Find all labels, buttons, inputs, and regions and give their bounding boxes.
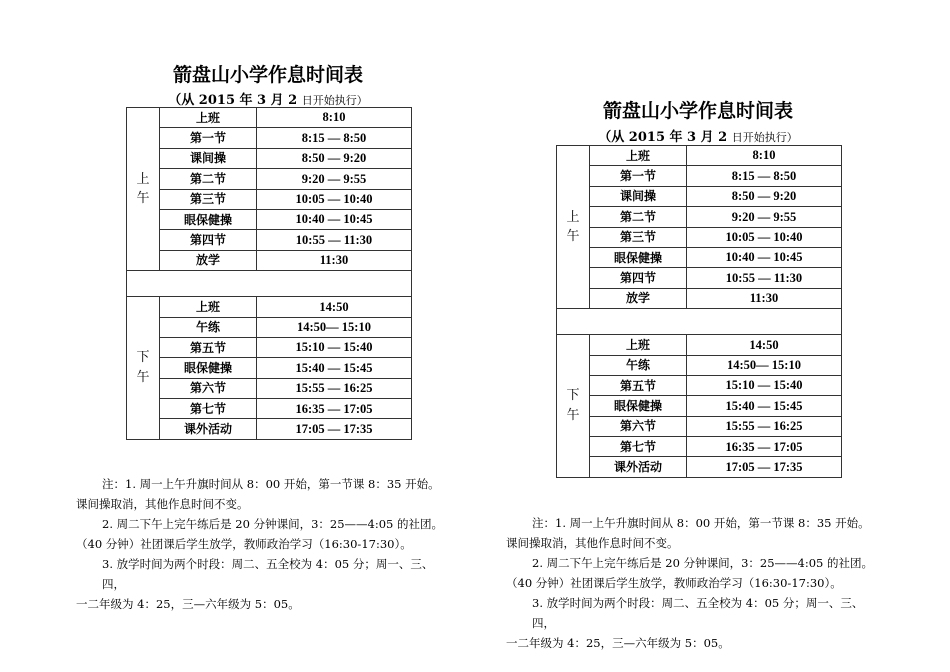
table-cell-time: 10:55 — 11:30 bbox=[257, 230, 412, 250]
table-cell-item: 上班 bbox=[590, 335, 687, 355]
schedule-table bbox=[556, 145, 842, 478]
table-cell-time: 9:20 — 9:55 bbox=[257, 169, 412, 189]
table-cell-time: 10:40 — 10:45 bbox=[687, 247, 842, 267]
table-cell-time: 14:50— 15:10 bbox=[257, 317, 412, 337]
afternoon-period-label: 下 午 bbox=[127, 297, 160, 440]
table-cell-time: 8:10 bbox=[257, 108, 412, 128]
table-cell-item: 课外活动 bbox=[590, 457, 687, 477]
table-cell-item: 第七节 bbox=[160, 399, 257, 419]
notes-block bbox=[76, 474, 448, 614]
subtitle-small: 日开始执行） bbox=[301, 94, 368, 107]
notes-block bbox=[506, 513, 878, 653]
subtitle-small: 日开始执行） bbox=[731, 131, 798, 144]
note-line: 课间操取消，其他作息时间不变。 bbox=[506, 536, 679, 550]
table-cell-time: 15:10 — 15:40 bbox=[687, 375, 842, 395]
afternoon-period-label: 下 午 bbox=[557, 335, 590, 478]
table-cell-time: 8:10 bbox=[687, 146, 842, 166]
table-cell-time: 11:30 bbox=[687, 288, 842, 308]
table-cell-time: 17:05 — 17:35 bbox=[687, 457, 842, 477]
table-cell-item: 第一节 bbox=[160, 128, 257, 148]
table-cell-item: 眼保健操 bbox=[160, 209, 257, 229]
table-cell-item: 第七节 bbox=[590, 437, 687, 457]
note-line: 课间操取消，其他作息时间不变。 bbox=[76, 497, 249, 511]
sheet-subtitle bbox=[556, 126, 840, 145]
table-cell-item: 第二节 bbox=[160, 169, 257, 189]
note-line: 注：1. 周一上午升旗时间从 8：00 开始，第一节课 8：35 开始。 bbox=[102, 477, 440, 491]
table-cell-item: 放学 bbox=[160, 250, 257, 270]
note-line: 3. 放学时间为两个时段：周二、五全校为 4：05 分；周一、三、四， bbox=[532, 596, 864, 630]
table-cell-time: 14:50— 15:10 bbox=[687, 355, 842, 375]
note-line: 2. 周二下午上完午练后是 20 分钟课间，3：25——4:05 的社团。 bbox=[102, 517, 443, 531]
sheet-title: 箭盘山小学作息时间表 bbox=[602, 100, 793, 122]
table-cell-item: 第四节 bbox=[590, 268, 687, 288]
table-cell-item: 午练 bbox=[590, 355, 687, 375]
table-cell-time: 14:50 bbox=[687, 335, 842, 355]
table-separator-row bbox=[557, 309, 842, 335]
table-cell-time: 8:15 — 8:50 bbox=[257, 128, 412, 148]
table-cell-item: 上班 bbox=[160, 108, 257, 128]
subtitle-main: （从 2015 年 3 月 2 bbox=[168, 93, 302, 108]
table-cell-time: 14:50 bbox=[257, 297, 412, 317]
table-cell-time: 15:40 — 15:45 bbox=[687, 396, 842, 416]
table-cell-time: 10:40 — 10:45 bbox=[257, 209, 412, 229]
table-cell-time: 8:50 — 9:20 bbox=[687, 186, 842, 206]
table-cell-item: 第三节 bbox=[590, 227, 687, 247]
table-cell-item: 第四节 bbox=[160, 230, 257, 250]
table-cell-item: 眼保健操 bbox=[590, 396, 687, 416]
table-cell-time: 15:55 — 16:25 bbox=[257, 378, 412, 398]
table-cell-time: 16:35 — 17:05 bbox=[687, 437, 842, 457]
table-cell-item: 第五节 bbox=[160, 337, 257, 357]
note-line: 一二年级为 4：25，三—六年级为 5：05。 bbox=[76, 597, 300, 611]
note-line: 注：1. 周一上午升旗时间从 8：00 开始，第一节课 8：35 开始。 bbox=[532, 516, 870, 530]
table-cell-time: 15:10 — 15:40 bbox=[257, 337, 412, 357]
note-line: （40 分钟）社团课后学生放学，教师政治学习（16:30-17:30）。 bbox=[506, 576, 842, 590]
table-cell-item: 第二节 bbox=[590, 207, 687, 227]
note-line: 3. 放学时间为两个时段：周二、五全校为 4：05 分；周一、三、四， bbox=[102, 557, 434, 591]
subtitle-main: （从 2015 年 3 月 2 bbox=[598, 130, 732, 145]
note-line: （40 分钟）社团课后学生放学，教师政治学习（16:30-17:30）。 bbox=[76, 537, 412, 551]
table-cell-time: 10:55 — 11:30 bbox=[687, 268, 842, 288]
table-cell-item: 第三节 bbox=[160, 189, 257, 209]
table-cell-time: 11:30 bbox=[257, 250, 412, 270]
table-cell-time: 10:05 — 10:40 bbox=[687, 227, 842, 247]
table-cell-item: 午练 bbox=[160, 317, 257, 337]
table-cell-time: 17:05 — 17:35 bbox=[257, 419, 412, 439]
table-cell-time: 15:55 — 16:25 bbox=[687, 416, 842, 436]
table-cell-time: 16:35 — 17:05 bbox=[257, 399, 412, 419]
table-cell-time: 9:20 — 9:55 bbox=[687, 207, 842, 227]
table-separator-row bbox=[127, 271, 412, 297]
table-cell-item: 放学 bbox=[590, 288, 687, 308]
morning-period-label: 上 午 bbox=[557, 146, 590, 309]
table-cell-item: 上班 bbox=[160, 297, 257, 317]
table-cell-time: 10:05 — 10:40 bbox=[257, 189, 412, 209]
table-cell-time: 15:40 — 15:45 bbox=[257, 358, 412, 378]
table-cell-item: 上班 bbox=[590, 146, 687, 166]
table-cell-item: 第六节 bbox=[160, 378, 257, 398]
table-cell-item: 课外活动 bbox=[160, 419, 257, 439]
table-cell-item: 眼保健操 bbox=[590, 247, 687, 267]
table-cell-item: 第一节 bbox=[590, 166, 687, 186]
table-cell-time: 8:15 — 8:50 bbox=[687, 166, 842, 186]
table-cell-time: 8:50 — 9:20 bbox=[257, 148, 412, 168]
sheet-subtitle bbox=[126, 89, 410, 108]
table-cell-item: 课间操 bbox=[160, 148, 257, 168]
note-line: 2. 周二下午上完午练后是 20 分钟课间，3：25——4:05 的社团。 bbox=[532, 556, 873, 570]
note-line: 一二年级为 4：25，三—六年级为 5：05。 bbox=[506, 636, 730, 650]
schedule-table bbox=[126, 107, 412, 440]
morning-period-label: 上 午 bbox=[127, 108, 160, 271]
table-cell-item: 课间操 bbox=[590, 186, 687, 206]
table-cell-item: 眼保健操 bbox=[160, 358, 257, 378]
sheet-title: 箭盘山小学作息时间表 bbox=[172, 64, 363, 86]
table-cell-item: 第六节 bbox=[590, 416, 687, 436]
table-cell-item: 第五节 bbox=[590, 375, 687, 395]
